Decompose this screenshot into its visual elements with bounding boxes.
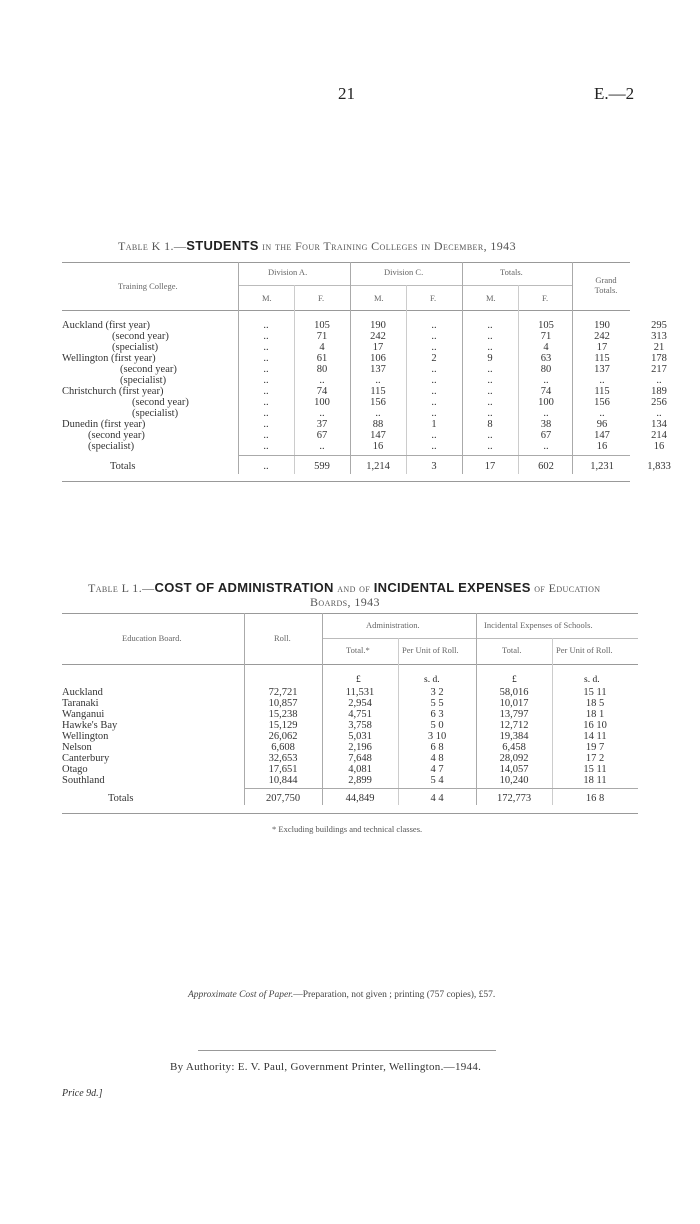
table-row: (second year) .. 67 147 .. .. 67 147 214	[88, 430, 667, 441]
header-grand-totals: Grand Totals.	[594, 275, 618, 295]
table-row: (specialist) .. .. .. .. .. .. .. ..	[120, 375, 662, 386]
table-row: (second year) .. 71 242 .. .. 71 242 313	[112, 331, 667, 342]
table-row: Hawke's Bay 15,129 3,758 5 0 12,712 16 10	[62, 720, 607, 731]
header-f: F.	[542, 293, 549, 303]
table-row: Otago 17,651 4,081 4 7 14,057 15 11	[62, 764, 607, 775]
page-number: 21	[338, 84, 355, 103]
table-row: (second year) .. 80 137 .. .. 80 137 217	[120, 364, 667, 375]
table-row: Nelson 6,608 2,196 6 8 6,458 19 7	[62, 742, 605, 753]
table-row: (second year) .. 100 156 .. .. 100 156 256	[132, 397, 667, 408]
header-per-unit-roll: Per Unit of Roll.	[556, 645, 613, 655]
header-division-c: Division C.	[384, 267, 424, 277]
unit-pound: £	[512, 675, 517, 685]
table-l1-title-line2: Boards, 1943	[310, 595, 380, 609]
table-l1-totals	[62, 793, 638, 804]
header-m: M.	[486, 293, 496, 303]
table-row: Christchurch (first year) .. 74 115 .. .. 74 115 189	[62, 386, 667, 397]
table-row: Dunedin (first year) .. 37 88 1 8 38 96 134	[62, 419, 667, 430]
table-k1-body	[62, 320, 688, 452]
printer-authority: By Authority: E. V. Paul, Government Printer, Wellington.—1944.	[170, 1061, 482, 1073]
table-l1-body	[62, 687, 638, 786]
table-row: (specialist) .. .. .. .. .. .. .. ..	[132, 408, 662, 419]
header-training-college: Training College.	[118, 281, 178, 291]
header-f: F.	[430, 293, 437, 303]
unit-pound: £	[356, 675, 361, 685]
table-row: Wellington 26,062 5,031 3 10 19,384 14 11	[62, 731, 607, 742]
header-total: Total.	[502, 645, 522, 655]
unit-sd: s. d.	[424, 675, 440, 685]
unit-sd: s. d.	[584, 675, 600, 685]
table-row: Canterbury 32,653 7,648 4 8 28,092 17 2	[62, 753, 605, 764]
table-row: Southland 10,844 2,899 5 4 10,240 18 11	[62, 775, 607, 786]
header-roll: Roll.	[274, 633, 291, 643]
table-l1-title: Table L 1.—COST OF ADMINISTRATION and of INCIDENTAL EXPENSES of Education	[88, 580, 601, 595]
table-row: (specialist) .. 4 17 .. .. 4 17 21	[112, 342, 665, 353]
table-row: Auckland (first year) .. 105 190 .. .. 105 190 295	[62, 320, 667, 331]
table-row-totals: Totals .. 599 1,214 3 17 602 1,231 1,833	[110, 461, 671, 472]
table-row: Wellington (first year) .. 61 106 2 9 63 115 178	[62, 353, 667, 364]
header-division-a: Division A.	[268, 267, 308, 277]
table-k1-title: Table K 1.—STUDENTS in the Four Training Colleges in December, 1943	[118, 238, 516, 253]
header-m: M.	[374, 293, 384, 303]
footnote: * Excluding buildings and technical classes.	[272, 824, 423, 834]
header-incidental-expenses: Incidental Expenses of Schools.	[484, 620, 593, 630]
page-code: E.—2	[594, 84, 635, 103]
header-f: F.	[318, 293, 325, 303]
header-m: M.	[262, 293, 272, 303]
header-total-star: Total.*	[346, 645, 370, 655]
header-per-unit-roll: Per Unit of Roll.	[402, 645, 459, 655]
header-totals: Totals.	[500, 267, 523, 277]
table-row-totals: Totals 207,750 44,849 4 4 172,773 16 8	[108, 793, 605, 804]
table-row: Auckland 72,721 11,531 3 2 58,016 15 11	[62, 687, 607, 698]
price: Price 9d.]	[62, 1088, 103, 1099]
cost-of-paper: Approximate Cost of Paper.—Preparation, not given ; printing (757 copies), £57.	[188, 990, 496, 1000]
header-administration: Administration.	[366, 620, 420, 630]
table-row: Wanganui 15,238 4,751 6 3 13,797 18 1	[62, 709, 605, 720]
table-row: (specialist) .. .. 16 .. .. .. 16 16	[88, 441, 665, 452]
table-row: Taranaki 10,857 2,954 5 5 10,017 18 5	[62, 698, 605, 709]
header-education-board: Education Board.	[122, 633, 182, 643]
table-k1-totals	[62, 461, 688, 472]
